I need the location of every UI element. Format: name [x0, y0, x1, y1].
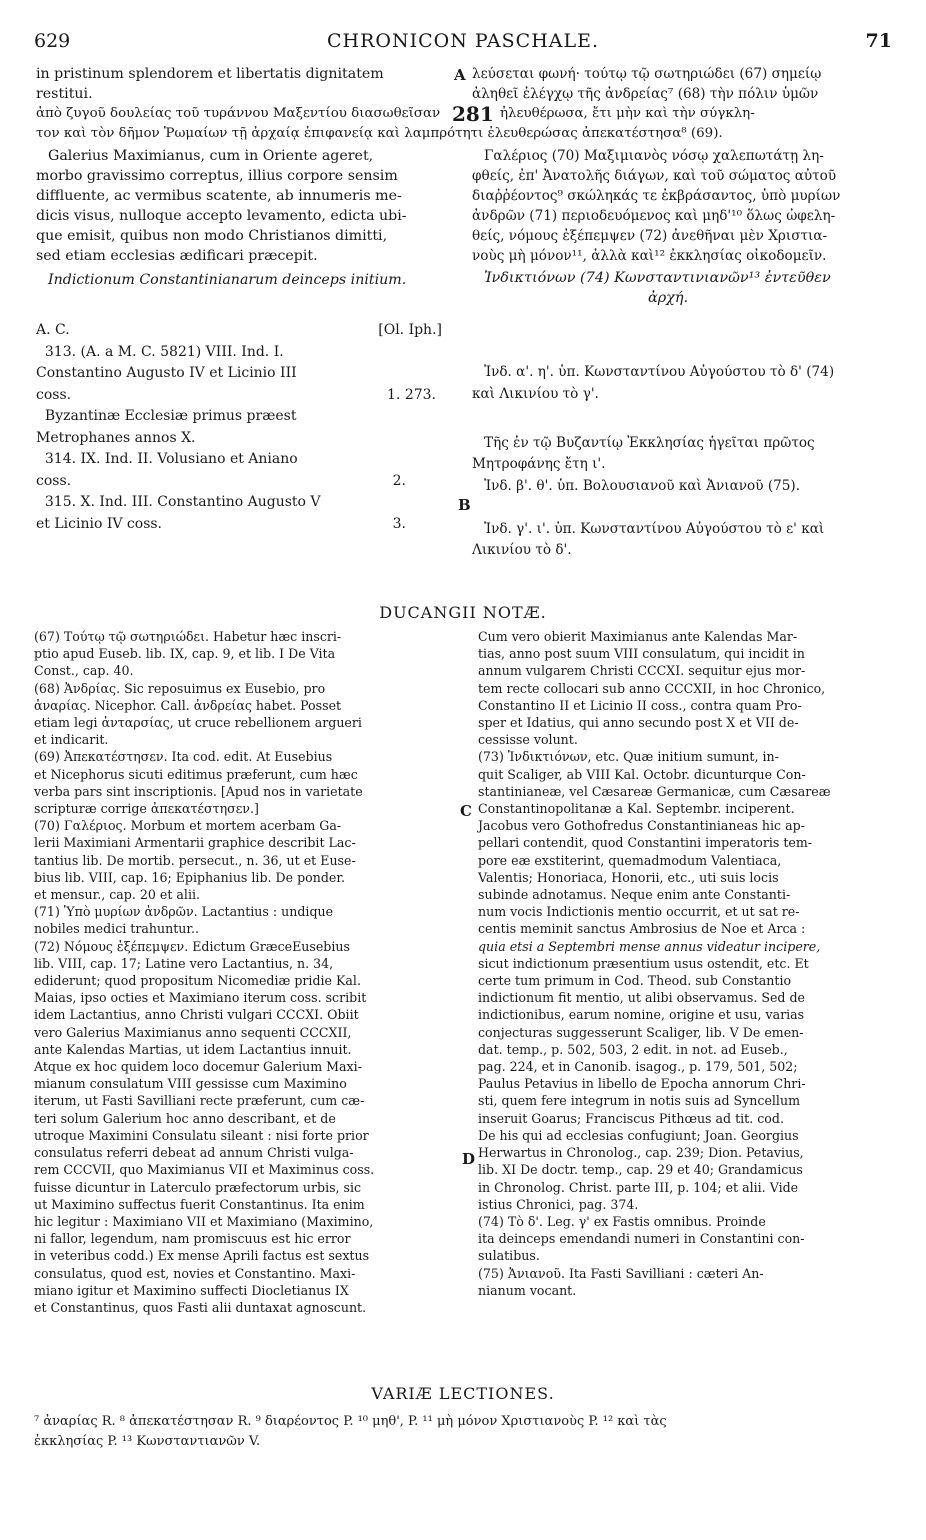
chrono-greek-spacer — [484, 405, 894, 427]
chrono-text: Metrophanes annos X. — [36, 429, 196, 446]
notes-title: DUCANGII NOTÆ. — [379, 603, 547, 622]
note-line: (74) Τὸ δ'. Leg. γ' ex Fastis omnibus. Proinde — [478, 1213, 766, 1229]
greek-line: διαῤῥέοντος⁹ σκώληκάς τε ἐκβράσαντος, ὑπὸ μυρίων — [472, 188, 841, 204]
note-line: rem CCCVII, quo Maximianus VII et Maximinus coss. — [34, 1162, 375, 1178]
note-line: indictionibus, earum nomine, origine et usu, varias — [478, 1007, 805, 1023]
chrono-num: 1. 273. — [387, 386, 436, 403]
chrono-row — [36, 406, 446, 428]
chrono-greek-line: Μητροφάνης ἔτη ι'. — [472, 456, 606, 472]
note-line: Const., cap. 40. — [34, 663, 134, 679]
note-line: (71) Ὑπὸ μυρίων ἀνδρῶν. Lactantius : undique — [34, 904, 334, 920]
note-line: (75) Ἀνιανοῦ. Ita Fasti Savilliani : cæteri An- — [478, 1265, 764, 1281]
chrono-greek-line: Τῆς ἐν τῷ Βυζαντίῳ Ἐκκλησίας ἡγεῖται πρῶτος — [484, 434, 815, 451]
note-line: et indicarit. — [34, 732, 109, 748]
note-line: Atque ex hoc quidem loco docemur Galerium Maxi- — [34, 1059, 362, 1075]
note-line: lerii Maximiani Armentarii graphice describit Lac- — [34, 835, 356, 851]
note-line: indictionum fit mentio, ut alibi observamus. Sed de — [478, 990, 805, 1006]
note-line: quia etsi a Septembri mense annus videatur incipere, — [478, 938, 821, 954]
latin-line: diffluente, ac vermibus scatente, ab innumeris me- — [36, 188, 402, 204]
running-header — [34, 30, 892, 58]
latin-line: morbo gravissimo correptus, illius corpore sensim — [36, 168, 398, 184]
header-mark: 71 — [865, 30, 892, 52]
note-line: cessisse volunt. — [478, 732, 578, 748]
notes-left-column — [34, 628, 456, 1316]
note-line: ἀναρίας. Nicephor. Call. ἀνδρείας habet. Posset — [34, 697, 342, 713]
note-line: Valentis; Honoriaca, Honorii, etc., uti suis locis — [478, 869, 779, 885]
chrono-num: 2. — [392, 472, 406, 489]
chrono-text: 313. (A. a M. C. 5821) VIII. Ind. I. — [36, 343, 284, 360]
variae-line-2: ἐκκλησίας P. ¹³ Κωνσταντιανῶν V. — [34, 1434, 261, 1449]
greek-line: θείς, νόμους ἐξέπεμψεν (72) ἀνεθῆναι μὲν Χριστια- — [472, 228, 828, 244]
chrono-row — [36, 385, 446, 407]
note-line: sti, quem fere integrum in notis suis ad Syncellum — [478, 1093, 801, 1109]
top-greek-line-1: λεύσεται φωνή· τούτῳ τῷ σωτηριώδει (67) σημείῳ — [472, 66, 822, 82]
note-line: et mensur., cap. 20 et alii. — [34, 887, 201, 903]
note-line: annum vulgarem Christi CCCXI. sequitur ejus mor- — [478, 663, 806, 679]
note-line: ptio apud Euseb. lib. IX, cap. 9, et lib. I De Vita — [34, 646, 336, 662]
note-line: sicut indictionum præsentium usus ostendit, etc. Et — [478, 955, 809, 971]
note-line: dat. temp., p. 502, 503, 2 edit. in not. ad Euseb., — [478, 1041, 788, 1057]
notes-right-column — [478, 628, 892, 1299]
greek-line: Γαλέριος (70) Μαξιμιανὸς νόσῳ χαλεπωτάτῃ λη- — [484, 148, 824, 164]
running-title: CHRONICON PASCHALE. — [326, 30, 600, 52]
note-line: nobiles medici trahuntur.. — [34, 921, 200, 937]
chrono-num: [Ol. Iph.] — [378, 322, 442, 338]
chrono-greek-line: Ἰνδ. β'. θ'. ὑπ. Βολουσιανοῦ καὶ Ἀνιανοῦ (75). — [484, 477, 801, 494]
chrono-text: Constantino Augusto IV et Licinio III — [36, 365, 297, 381]
chrono-row — [36, 449, 446, 471]
note-line: lib. XI De doctr. temp., cap. 29 et 40; Grandamicus — [478, 1162, 803, 1178]
greek-line: φθείς, ἐπ' Ἀνατολῆς διάγων, καὶ τοῦ σώματος αὐτοῦ — [472, 168, 837, 184]
note-line: sulatibus. — [478, 1248, 540, 1264]
chrono-row — [36, 471, 446, 493]
note-line: verba pars sint inscriptionis. [Apud nos in varietate — [34, 783, 363, 799]
note-line: ut Maximino suffectus fuerit Constantinus. Ita enim — [34, 1196, 365, 1212]
note-line: iterum, ut Fasti Savilliani recte præferunt, cum cæ- — [34, 1093, 365, 1109]
note-line: Herwartus in Chronolog., cap. 239; Dion. Petavius, — [478, 1145, 804, 1161]
note-line: Paulus Petavius in libello de Epocha annorum Chri- — [478, 1076, 806, 1092]
note-line: sper et Idatius, qui anno secundo post X et VII de- — [478, 715, 799, 731]
page-number: 629 — [34, 30, 71, 52]
note-line: ediderunt; quod propositum Nicomediæ pridie Kal. — [34, 973, 361, 989]
note-line: bius lib. VIII, cap. 16; Epiphanius lib. De ponder. — [34, 869, 345, 885]
note-line: conjecturas suggesserunt Scaliger, lib. V De emen- — [478, 1024, 804, 1040]
note-line: tias, anno post suum VIII consulatum, qui incidit in — [478, 646, 805, 662]
chrono-greek-line: καὶ Λικινίου τὸ γ'. — [472, 385, 599, 402]
note-line: centis meminit sanctus Ambrosius de Noe et Arca : — [478, 921, 806, 937]
greek-heading-line-2: ἀρχή. — [648, 290, 689, 306]
note-line: miano igitur et Maximino suffecti Diocletianus IX — [34, 1282, 349, 1298]
note-line: Maias, ipso octies et Maximiano iterum coss. scribit — [34, 990, 367, 1006]
variae-title: VARIÆ LECTIONES. — [371, 1384, 555, 1403]
full-greek-line-1b: ἠλευθέρωσα, ἔτι μὴν καὶ τὴν σύγκλη- — [500, 106, 755, 121]
margin-letter-d: D — [462, 1150, 476, 1168]
note-line: certe tum primum in Cod. Theod. sub Constantio — [478, 973, 792, 989]
note-line: pore eæ exstiterint, quemadmodum Valentiaca, — [478, 852, 782, 868]
note-line: vero Galerius Maximianus anno sequenti CCCXII, — [34, 1024, 352, 1040]
note-line: etiam legi ἀνταρσίας, ut cruce rebellionem argueri — [34, 715, 362, 731]
chrono-text: Byzantinæ Ecclesiæ primus præest — [36, 408, 297, 424]
note-line: lib. VIII, cap. 17; Latine vero Lactantius, n. 34, — [34, 955, 334, 971]
note-line: consulatus, quod est, novies et Constantino. Maxi- — [34, 1265, 356, 1281]
chrono-greek-line: Λικινίου τὸ δ'. — [472, 542, 572, 558]
note-line: (72) Νόμους ἐξέπεμψεν. Edictum GræceEusebius — [34, 938, 350, 954]
chrono-row — [36, 320, 446, 342]
chrono-row — [36, 492, 446, 514]
chrono-text: et Licinio IV coss. — [36, 515, 163, 532]
note-line: in Chronolog. Christ. parte III, p. 104; et alii. Vide — [478, 1179, 799, 1195]
chrono-text: A. C. — [36, 322, 70, 338]
note-line: Jacobus vero Gothofredus Constantinianeas hic ap- — [478, 818, 805, 834]
chrono-text: coss. — [36, 386, 72, 403]
note-line: tantius lib. De mortib. persecut., n. 36, ut et Euse- — [34, 852, 356, 868]
greek-heading-line-1: Ἰνδικτιόνων (74) Κωνσταντινιανῶν¹³ ἐντεῦθεν — [484, 270, 831, 286]
note-line: (73) Ἰνδικτιόνων, etc. Quæ initium sumunt, in- — [478, 749, 779, 765]
margin-letter-c: C — [460, 802, 472, 820]
chrono-num: 3. — [392, 515, 406, 532]
note-line: ni fallor, legendum, nam promiscuus est hic error — [34, 1231, 351, 1247]
latin-line: dicis visus, nulloque accepto levamento, edicta ubi- — [36, 208, 407, 224]
full-greek-line-2: τον καὶ τὸν δῆμον Ῥωμαίων τῇ ἀρχαίᾳ ἐπιφανείᾳ καὶ λαμπρότητι ἐλευθερώσας ἀπεκατέστησα⁸ (69). — [36, 126, 723, 141]
note-line: in veteribus codd.) Ex mense Aprili factus est sextus — [34, 1248, 370, 1264]
note-line: subinde adnotamus. Neque enim ante Constanti- — [478, 887, 791, 903]
note-line: ita deinceps emendandi numeri in Constantini con- — [478, 1231, 805, 1247]
chrono-greek-line: Ἰνδ. γ'. ι'. ὑπ. Κωνσταντίνου Αὐγούστου τὸ ε' καὶ — [484, 520, 825, 537]
chronology-greek — [472, 362, 894, 562]
chrono-row — [36, 363, 446, 385]
note-line: (68) Ἀνδρίας. Sic reposuimus ex Eusebio, pro — [34, 680, 326, 696]
note-line: Constantino II et Licinio II coss., contra quam Pro- — [478, 697, 802, 713]
note-line: quit Scaliger, ab VIII Kal. Octobr. dicunturque Con- — [478, 766, 806, 782]
note-line: num vocis Indictionis mentio occurrit, et ut sat re- — [478, 904, 800, 920]
note-line: scripturæ corrige ἀπεκατέστησεν.] — [34, 801, 259, 817]
chrono-row — [36, 514, 446, 536]
margin-letter-a: A — [454, 66, 466, 84]
note-line: mianum consulatum VIII gessisse cum Maximino — [34, 1076, 347, 1092]
note-line: De his qui ad ecclesias confugiunt; Joan. Georgius — [478, 1127, 799, 1143]
note-line: idem Lactantius, anno Christi vulgari CCCXI. Obiit — [34, 1007, 359, 1023]
full-greek-line-1: ἀπὸ ζυγοῦ δουλείας τοῦ τυράννου Μαξεντίου διασωθεῖσαν — [36, 106, 441, 121]
margin-letter-b: B — [458, 496, 471, 514]
note-line: utroque Maximini Consulatu sileant : nisi forte prior — [34, 1127, 369, 1143]
note-line: istius Chronici, pag. 374. — [478, 1196, 639, 1212]
note-line: nianum vocant. — [478, 1282, 577, 1298]
chrono-row — [36, 342, 446, 364]
note-line: Cum vero obierit Maximianus ante Kalendas Mar- — [478, 629, 798, 644]
note-line: Constantinopolitanæ a Kal. Septembr. inciperent. — [478, 801, 795, 817]
latin-line: sed etiam ecclesias ædificari præcepit. — [36, 248, 318, 264]
chrono-text: coss. — [36, 472, 72, 489]
note-line: inseruit Goarus; Franciscus Pithœus ad tit. cod. — [478, 1110, 784, 1126]
note-line: tem recte collocari sub anno CCCXII, in hoc Chronico, — [478, 680, 826, 696]
note-line: pellari contendit, quod Constantini imperatoris tem- — [478, 835, 813, 851]
margin-number-281: 281 — [452, 102, 494, 126]
greek-line: ἀνδρῶν (71) περιοδευόμενος καὶ μηδ'¹⁰ ὅλως ὠφελη- — [472, 208, 836, 224]
chrono-text: 315. X. Ind. III. Constantino Augusto V — [36, 494, 321, 510]
note-line: (67) Τούτῳ τῷ σωτηριώδει. Habetur hæc inscri- — [34, 629, 342, 644]
greek-line: νοὺς μὴ μόνον¹¹, ἀλλὰ καὶ¹² ἐκκλησίας οἰκοδομεῖν. — [472, 248, 827, 264]
note-line: consulatus referri debeat ad annum Christi vulga- — [34, 1145, 354, 1161]
note-line: et Constantinus, quos Fasti alii duntaxat agnoscunt. — [34, 1299, 367, 1315]
latin-line: que emisit, quibus non modo Christianos dimitti, — [36, 228, 388, 244]
latin-line: Galerius Maximianus, cum in Oriente ageret, — [48, 148, 374, 164]
top-latin-line-2: restitui. — [36, 86, 93, 102]
note-line: stantinianeæ, vel Cæsareæ Germanicæ, cum Cæsareæ — [478, 783, 831, 799]
latin-italic-heading: Indictionum Constantinianarum deinceps initium. — [48, 272, 407, 288]
note-line: et Nicephorus sicuti editimus præferunt, cum hæc — [34, 766, 358, 782]
note-line: pag. 224, et in Canonib. isagog., p. 179, 501, 502; — [478, 1059, 798, 1075]
note-line: (69) Ἀπεκατέστησεν. Ita cod. edit. At Eusebius — [34, 749, 333, 765]
note-line: teri solum Galerium hoc anno describant, et de — [34, 1110, 336, 1126]
chronology-latin — [36, 320, 446, 535]
note-line: fuisse dicuntur in Laterculo præfectorum urbis, sic — [34, 1179, 362, 1195]
note-line: hic legitur : Maximiano VII et Maximiano (Maximino, — [34, 1213, 374, 1229]
chrono-row — [36, 428, 446, 450]
chrono-greek-spacer — [484, 497, 894, 519]
top-latin-line-1: in pristinum splendorem et libertatis dignitatem — [36, 66, 384, 82]
chrono-greek-line: Ἰνδ. α'. η'. ὑπ. Κωνσταντίνου Αὐγούστου τὸ δ' (74) — [484, 364, 835, 380]
top-greek-line-2: ἀληθεῖ ἐλέγχῳ τῆς ἀνδρείας⁷ (68) τὴν πόλιν ὑμῶν — [472, 86, 819, 102]
variae-line-1: ⁷ ἀναρίας R. ⁸ ἀπεκατέστησαν R. ⁹ διαρέοντος P. ¹⁰ μηθ', P. ¹¹ μὴ μόνον Χριστιανοὺς P. ¹² καὶ τὰς — [34, 1414, 667, 1429]
note-line: (70) Γαλέριος. Morbum et mortem acerbam Ga- — [34, 818, 342, 834]
note-line: ante Kalendas Martias, ut idem Lactantius innuit. — [34, 1041, 352, 1057]
chrono-text: 314. IX. Ind. II. Volusiano et Aniano — [36, 451, 298, 467]
